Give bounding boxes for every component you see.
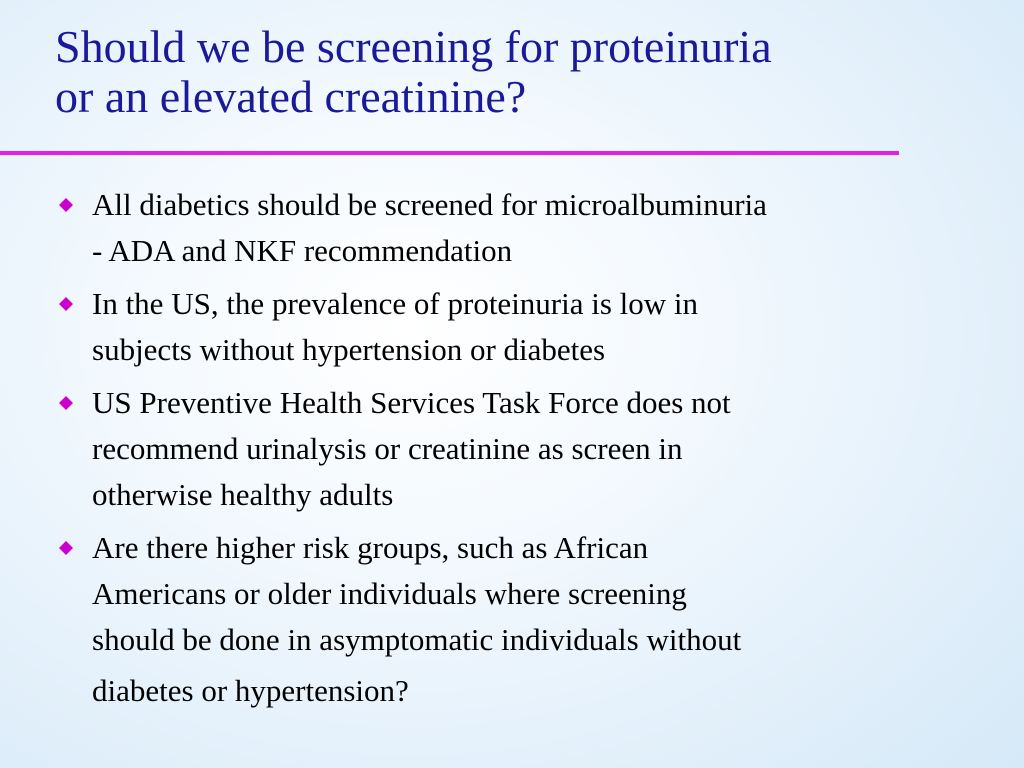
bullet-text-line: US Preventive Health Services Task Force does not [92,385,731,420]
bullet-item [55,281,975,373]
diamond-icon [59,297,73,311]
bullet-text-line: diabetes or hypertension? [92,673,409,708]
slide-title [55,22,975,122]
bullet-list [55,182,975,726]
bullet-item [55,182,975,274]
title-underline [0,151,899,155]
bullet-text-line: - ADA and NKF recommendation [92,233,513,268]
title-line: Should we be screening for proteinuria [55,21,772,72]
bullet-text-line: Americans or older individuals where screening [92,576,687,611]
diamond-icon [59,198,73,212]
diamond-icon [59,541,73,555]
bullet-text-line: subjects without hypertension or diabetes [92,332,606,367]
bullet-text-line: recommend urinalysis or creatinine as screen in [92,431,683,466]
bullet-item [55,380,975,518]
bullet-text-line: Are there higher risk groups, such as African [92,530,649,565]
bullet-text-line: All diabetics should be screened for microalbuminuria [92,187,767,222]
bullet-text-line: should be done in asymptomatic individuals without [92,622,742,657]
bullet-text-line: otherwise healthy adults [92,477,394,512]
bullet-item [55,525,975,719]
diamond-icon [59,396,73,410]
title-line: or an elevated creatinine? [55,71,527,122]
bullet-text-line: In the US, the prevalence of proteinuria is low in [92,286,699,321]
